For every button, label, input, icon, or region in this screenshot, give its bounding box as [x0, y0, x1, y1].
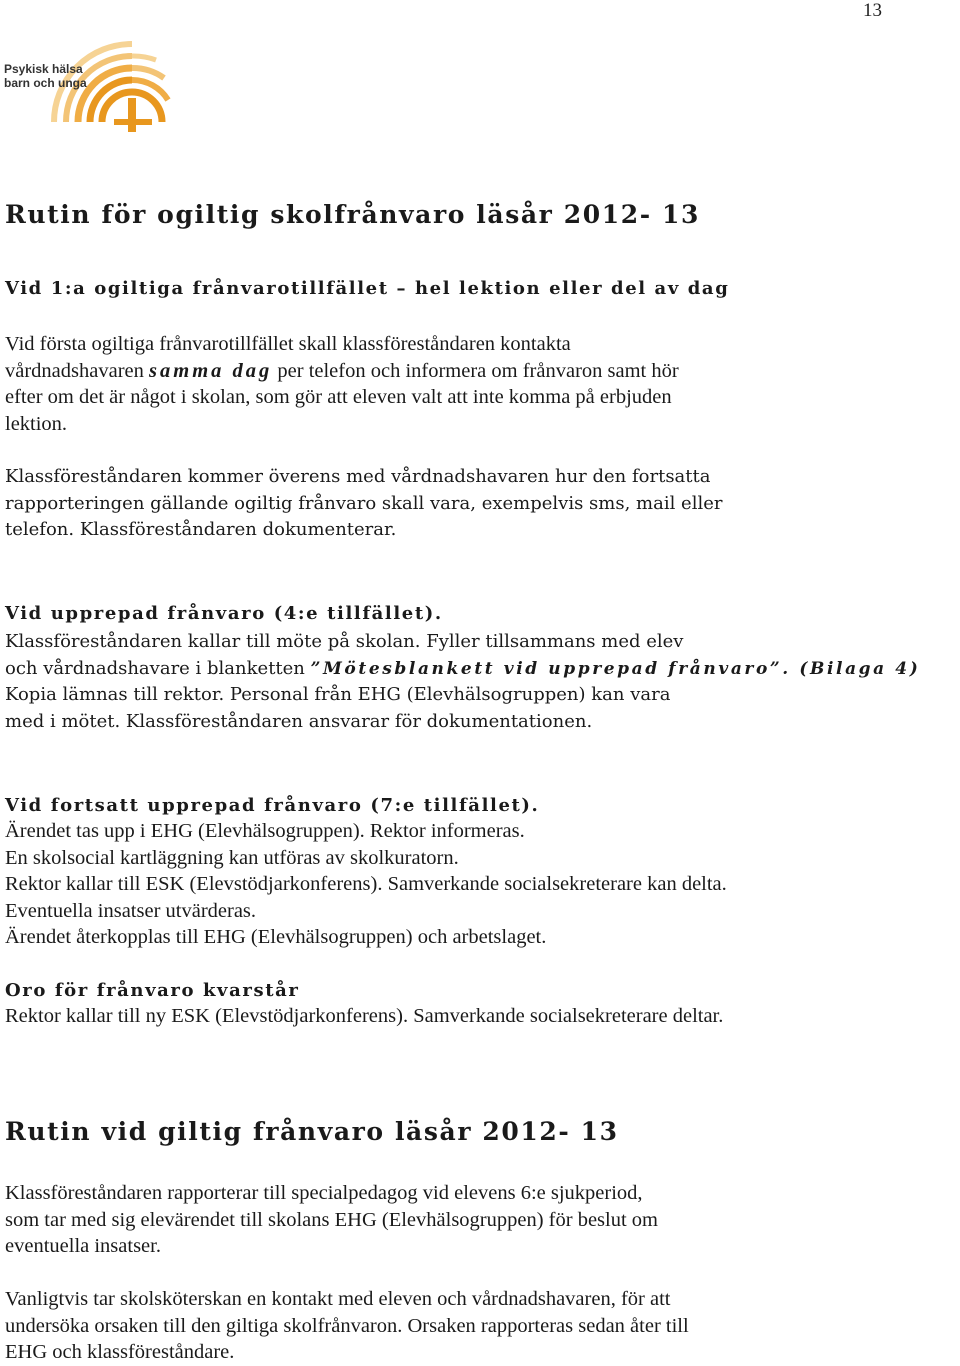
- page-number: 13: [863, 0, 882, 21]
- paragraph-concern: Rektor kallar till ny ESK (Elevstödjarkonferens). Samverkande socialsekreterare deltar.: [5, 1005, 724, 1027]
- heading-ogiltig: Rutin för ogiltig skolfrånvaro läsår 2012- 13: [5, 200, 700, 229]
- paragraph-continued: Ärendet tas upp i EHG (Elevhälsogruppen). Rektor informeras. En skolsocial kartläggning kan utföras av skolkuratorn. Rektor kallar till ESK (Elevstödjarkonferens). Samverkande socialsekreterare kan delta. Eventuella insatser utvärderas. Ärendet återkopplas till EHG (Elevhälsogruppen) och arbetslaget.: [5, 820, 727, 948]
- subheading-concern: Oro för frånvaro kvarstår: [5, 980, 300, 1001]
- paragraph-reporting: Klassföreståndaren kommer överens med vårdnadshavaren hur den fortsatta rapporteringen gällande ogiltig frånvaro skall vara, exempelvis sms, mail eller telefon. Klassföreståndaren dokumenterar.: [5, 466, 723, 540]
- paragraph-first-absence: Vid första ogiltiga frånvarotillfället skall klassföreståndaren kontakta vårdnadshavaren samma dag per telefon och informera om frånvaron samt hör efter om det är något i skolan, som gör att eleven valt att inte komma på erbjuden lektion.: [5, 333, 679, 435]
- form-name: ”Mötesblankett vid upprepad frånvaro”. (Bilaga 4): [310, 658, 921, 679]
- heading-giltig: Rutin vid giltig frånvaro läsår 2012- 13: [5, 1117, 619, 1146]
- subheading-continued-absence: Vid fortsatt upprepad frånvaro (7:e tillfället).: [5, 795, 540, 816]
- paragraph-valid-absence: Klassföreståndaren rapporterar till specialpedagog vid elevens 6:e sjukperiod, som tar med sig elevärendet till skolans EHG (Elevhälsogruppen) för beslut om eventuella insatser.: [5, 1182, 658, 1257]
- paragraph-school-nurse: Vanligtvis tar skolsköterskan en kontakt med eleven och vårdnadshavaren, för att undersöka orsaken till den giltiga skolfrånvaron. Orsaken rapporteras sedan åter till EHG och klassföreståndare.: [5, 1288, 689, 1363]
- subheading-first-absence: Vid 1:a ogiltiga frånvarotillfället – hel lektion eller del av dag: [5, 278, 730, 299]
- subheading-repeated-absence: Vid upprepad frånvaro (4:e tillfället).: [5, 603, 443, 624]
- logo-wordmark: Psykisk hälsa barn och unga: [4, 62, 87, 90]
- paragraph-meeting: Klassföreståndaren kallar till möte på skolan. Fyller tillsammans med elev och vårdnadshavare i blanketten ”Mötesblankett vid upprepad frånvaro”. (Bilaga 4) Kopia lämnas till rektor. Personal från EHG (Elevhälsogruppen) kan vara med i mötet. Klassföreståndaren ansvarar för dokumentationen.: [5, 631, 921, 732]
- emphasis-same-day: samma dag: [149, 359, 273, 382]
